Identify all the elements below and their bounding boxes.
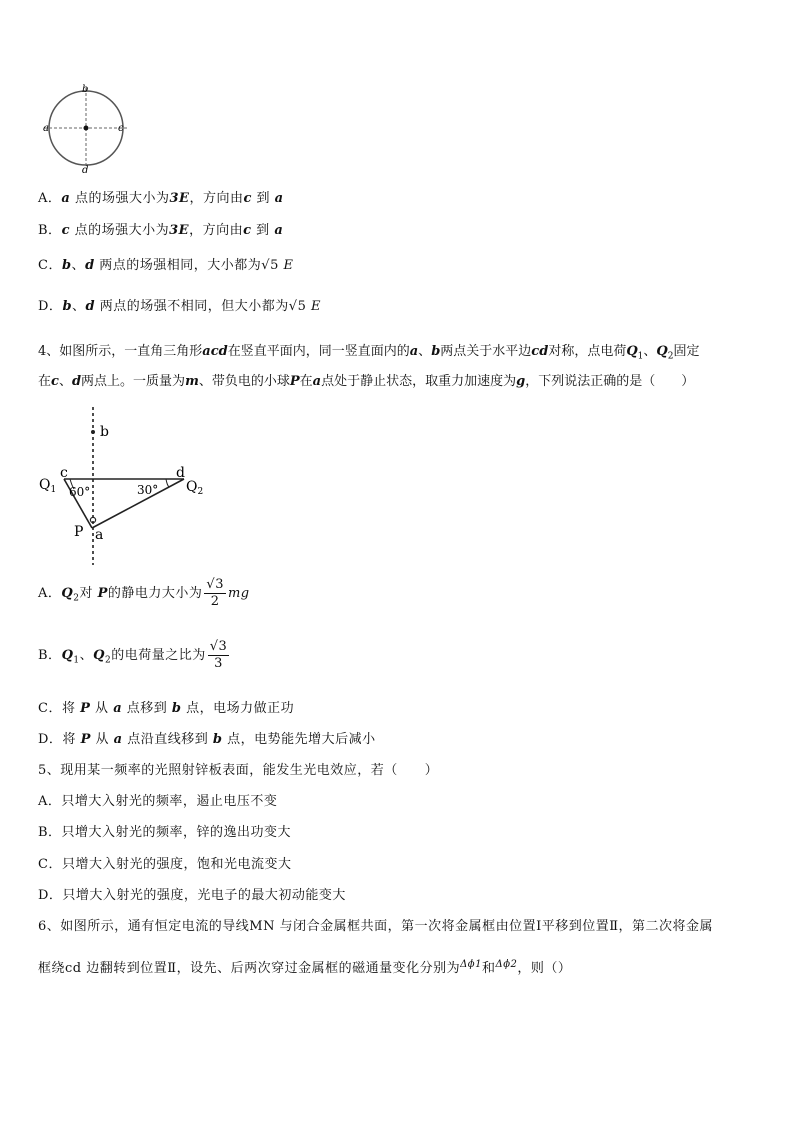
stem-text: 两点上。一质量为 — [81, 374, 186, 389]
point-label: c — [243, 223, 252, 238]
option-text: ，方向由 — [189, 223, 244, 238]
point-label: c — [61, 223, 70, 238]
point-label: a — [113, 732, 123, 747]
center-dot — [84, 126, 89, 131]
point-label: b — [431, 344, 441, 359]
flux-change-1: Δϕ1 — [460, 959, 482, 970]
q6-stem-line2 — [38, 957, 571, 976]
point-label: b — [212, 732, 223, 747]
triangle-label: acd — [202, 344, 228, 359]
option-text: 两点的场强相同，大小都为 — [94, 258, 262, 273]
point-label: a — [113, 701, 123, 716]
gravity-symbol: g — [516, 374, 526, 389]
charge-label: Q — [61, 648, 74, 663]
ball-label: P — [80, 732, 91, 747]
q4-option-a — [38, 577, 250, 610]
ball-label: P — [80, 701, 91, 716]
option-prefix: C． — [38, 701, 62, 716]
option-text: 、 — [72, 299, 86, 314]
q6-stem-line1: 6、如图所示，通有恒定电流的导线MN 与闭合金属框共面，第一次将金属框由位置Ⅰ平移到位置Ⅱ，第二次将金属 — [38, 919, 714, 934]
q4-stem-line1: 4、如图所示，一直角三角形acd在竖直平面内，同一竖直面内的a、b两点关于水平边cd对称，点电荷$Q_1$、$Q_2$固定 — [38, 344, 700, 362]
fraction — [204, 577, 226, 610]
fig-label-b: b — [100, 424, 109, 440]
charge-label: Q — [656, 344, 668, 359]
q4-option-b — [38, 639, 231, 672]
point-label: d — [85, 258, 95, 273]
sqrt-value: √5 — [261, 258, 279, 273]
stem-text: 在 — [38, 374, 52, 389]
fig-label-q2: $Q_2$ — [186, 479, 204, 497]
stem-text: 在 — [299, 374, 313, 389]
option-text: 从 — [95, 701, 109, 716]
field-value: 3E — [169, 191, 190, 206]
point-label: a — [274, 223, 284, 238]
q3-option-c — [38, 254, 294, 273]
option-prefix: C． — [38, 258, 62, 273]
q4-option-d — [38, 728, 376, 747]
angle-30-arc — [166, 479, 169, 487]
fig-label-c: c — [60, 465, 68, 481]
stem-text: 、 — [418, 344, 432, 359]
fig-label-a: a — [95, 527, 104, 543]
label-a: a — [43, 123, 49, 134]
q4-option-c — [38, 697, 294, 716]
option-text: 到 — [251, 223, 270, 238]
subscript: 1 — [637, 351, 644, 362]
option-text: ，方向由 — [189, 191, 244, 206]
stem-text: 4、如图所示，一直角三角形 — [38, 344, 203, 359]
fraction-denominator: 2 — [210, 594, 220, 609]
stem-text: ，下列说法正确的是（ ） — [525, 374, 695, 389]
flux-change-2: Δϕ2 — [495, 959, 518, 970]
fraction — [208, 639, 230, 672]
label-d: d — [82, 165, 89, 174]
option-text: 将 — [62, 732, 76, 747]
option-text: 、 — [79, 648, 94, 663]
option-text: 点，电势能先增大后减小 — [227, 732, 376, 747]
subscript: 1 — [73, 655, 80, 666]
q5-stem: 5、现用某一频率的光照射锌板表面，能发生光电效应，若（ ） — [38, 763, 439, 778]
charge-label: Q — [93, 648, 105, 663]
point-label: b — [62, 299, 73, 314]
subscript: 2 — [667, 351, 674, 362]
option-text: 的电荷量之比为 — [111, 648, 206, 663]
q5-option-a: A．只增大入射光的频率，遏止电压不变 — [38, 794, 278, 809]
field-unit: E — [283, 258, 294, 273]
point-b-dot — [91, 430, 95, 434]
angle-60-label: 60° — [69, 485, 91, 499]
point-label: a — [312, 374, 322, 389]
option-text: 对 — [79, 586, 93, 601]
stem-text: 固定 — [673, 344, 700, 359]
label-c: c — [118, 123, 124, 134]
point-label: a — [61, 191, 71, 206]
option-text: 点的场强大小为 — [70, 191, 170, 206]
ball-label: P — [289, 374, 300, 389]
fraction-numerator: √3 — [209, 639, 228, 654]
option-text: 从 — [95, 732, 110, 747]
option-text: 、 — [71, 258, 86, 273]
option-prefix: B． — [38, 648, 62, 663]
option-prefix: D． — [38, 299, 63, 314]
q4-stem-line2 — [38, 368, 694, 396]
option-text: 点的场强大小为 — [69, 223, 170, 238]
circle-field-figure — [40, 82, 136, 174]
sqrt-value: √5 — [288, 299, 307, 314]
q3-option-a — [38, 187, 284, 206]
option-text: 点，电场力做正功 — [186, 701, 295, 716]
point-label: a — [409, 344, 419, 359]
option-text: 到 — [251, 191, 271, 206]
ball-label: P — [97, 586, 108, 601]
stem-text: 、带负电的小球 — [198, 374, 290, 389]
stem-text: ，则（） — [517, 961, 572, 976]
q3-option-d — [38, 295, 321, 314]
option-prefix: D． — [38, 732, 63, 747]
field-unit: E — [310, 299, 321, 314]
point-label: d — [85, 299, 96, 314]
edge-label: cd — [531, 344, 549, 359]
point-label: b — [171, 701, 182, 716]
point-label: c — [51, 374, 59, 389]
fraction-numerator: √3 — [206, 577, 224, 592]
mass-symbol: m — [185, 374, 199, 389]
stem-text: 在竖直平面内，同一竖直面内的 — [227, 344, 410, 359]
option-prefix: A． — [38, 191, 62, 206]
option-prefix: A． — [38, 586, 62, 601]
stem-text: 两点关于水平边 — [440, 344, 532, 359]
fraction-denominator: 3 — [214, 656, 223, 671]
point-label: d — [71, 374, 82, 389]
stem-text: 框绕cd 边翻转到位置Ⅱ，设先、后两次穿过金属框的磁通量变化分别为 — [38, 961, 461, 976]
option-text: 的静电力大小为 — [107, 586, 203, 601]
stem-text: 对称，点电荷 — [548, 344, 627, 359]
option-prefix: B． — [38, 223, 62, 238]
q5-option-b: B．只增大入射光的频率，锌的逸出功变大 — [38, 825, 292, 840]
stem-text: 点处于静止状态，取重力加速度为 — [321, 374, 517, 389]
point-label: c — [243, 191, 252, 206]
charge-label: Q — [626, 344, 638, 359]
q3-option-b — [38, 219, 283, 238]
mg-symbol: mg — [227, 586, 250, 601]
point-label: b — [61, 258, 72, 273]
stem-text: 和 — [481, 961, 496, 976]
angle-30-label: 30° — [137, 483, 159, 497]
option-text: 将 — [61, 701, 76, 716]
subscript: 2 — [73, 593, 80, 604]
field-value: 3E — [169, 223, 190, 238]
q5-option-d: D．只增大入射光的强度，光电子的最大初动能变大 — [38, 888, 346, 903]
fig-label-p: P — [74, 524, 84, 540]
subscript: 2 — [104, 655, 112, 666]
point-label: a — [274, 191, 284, 206]
q5-option-c: C．只增大入射光的强度，饱和光电流变大 — [38, 857, 292, 872]
fig-label-q1: $Q_1$ — [39, 477, 57, 495]
label-b: b — [82, 84, 89, 95]
triangle-figure — [36, 405, 216, 567]
option-text: 两点的场强不相同，但大小都为 — [95, 299, 289, 314]
charge-label: Q — [61, 586, 74, 601]
stem-text: 、 — [58, 374, 72, 389]
option-text: 点沿直线移到 — [127, 732, 209, 747]
fig-label-d: d — [176, 465, 185, 481]
option-text: 点移到 — [126, 701, 168, 716]
